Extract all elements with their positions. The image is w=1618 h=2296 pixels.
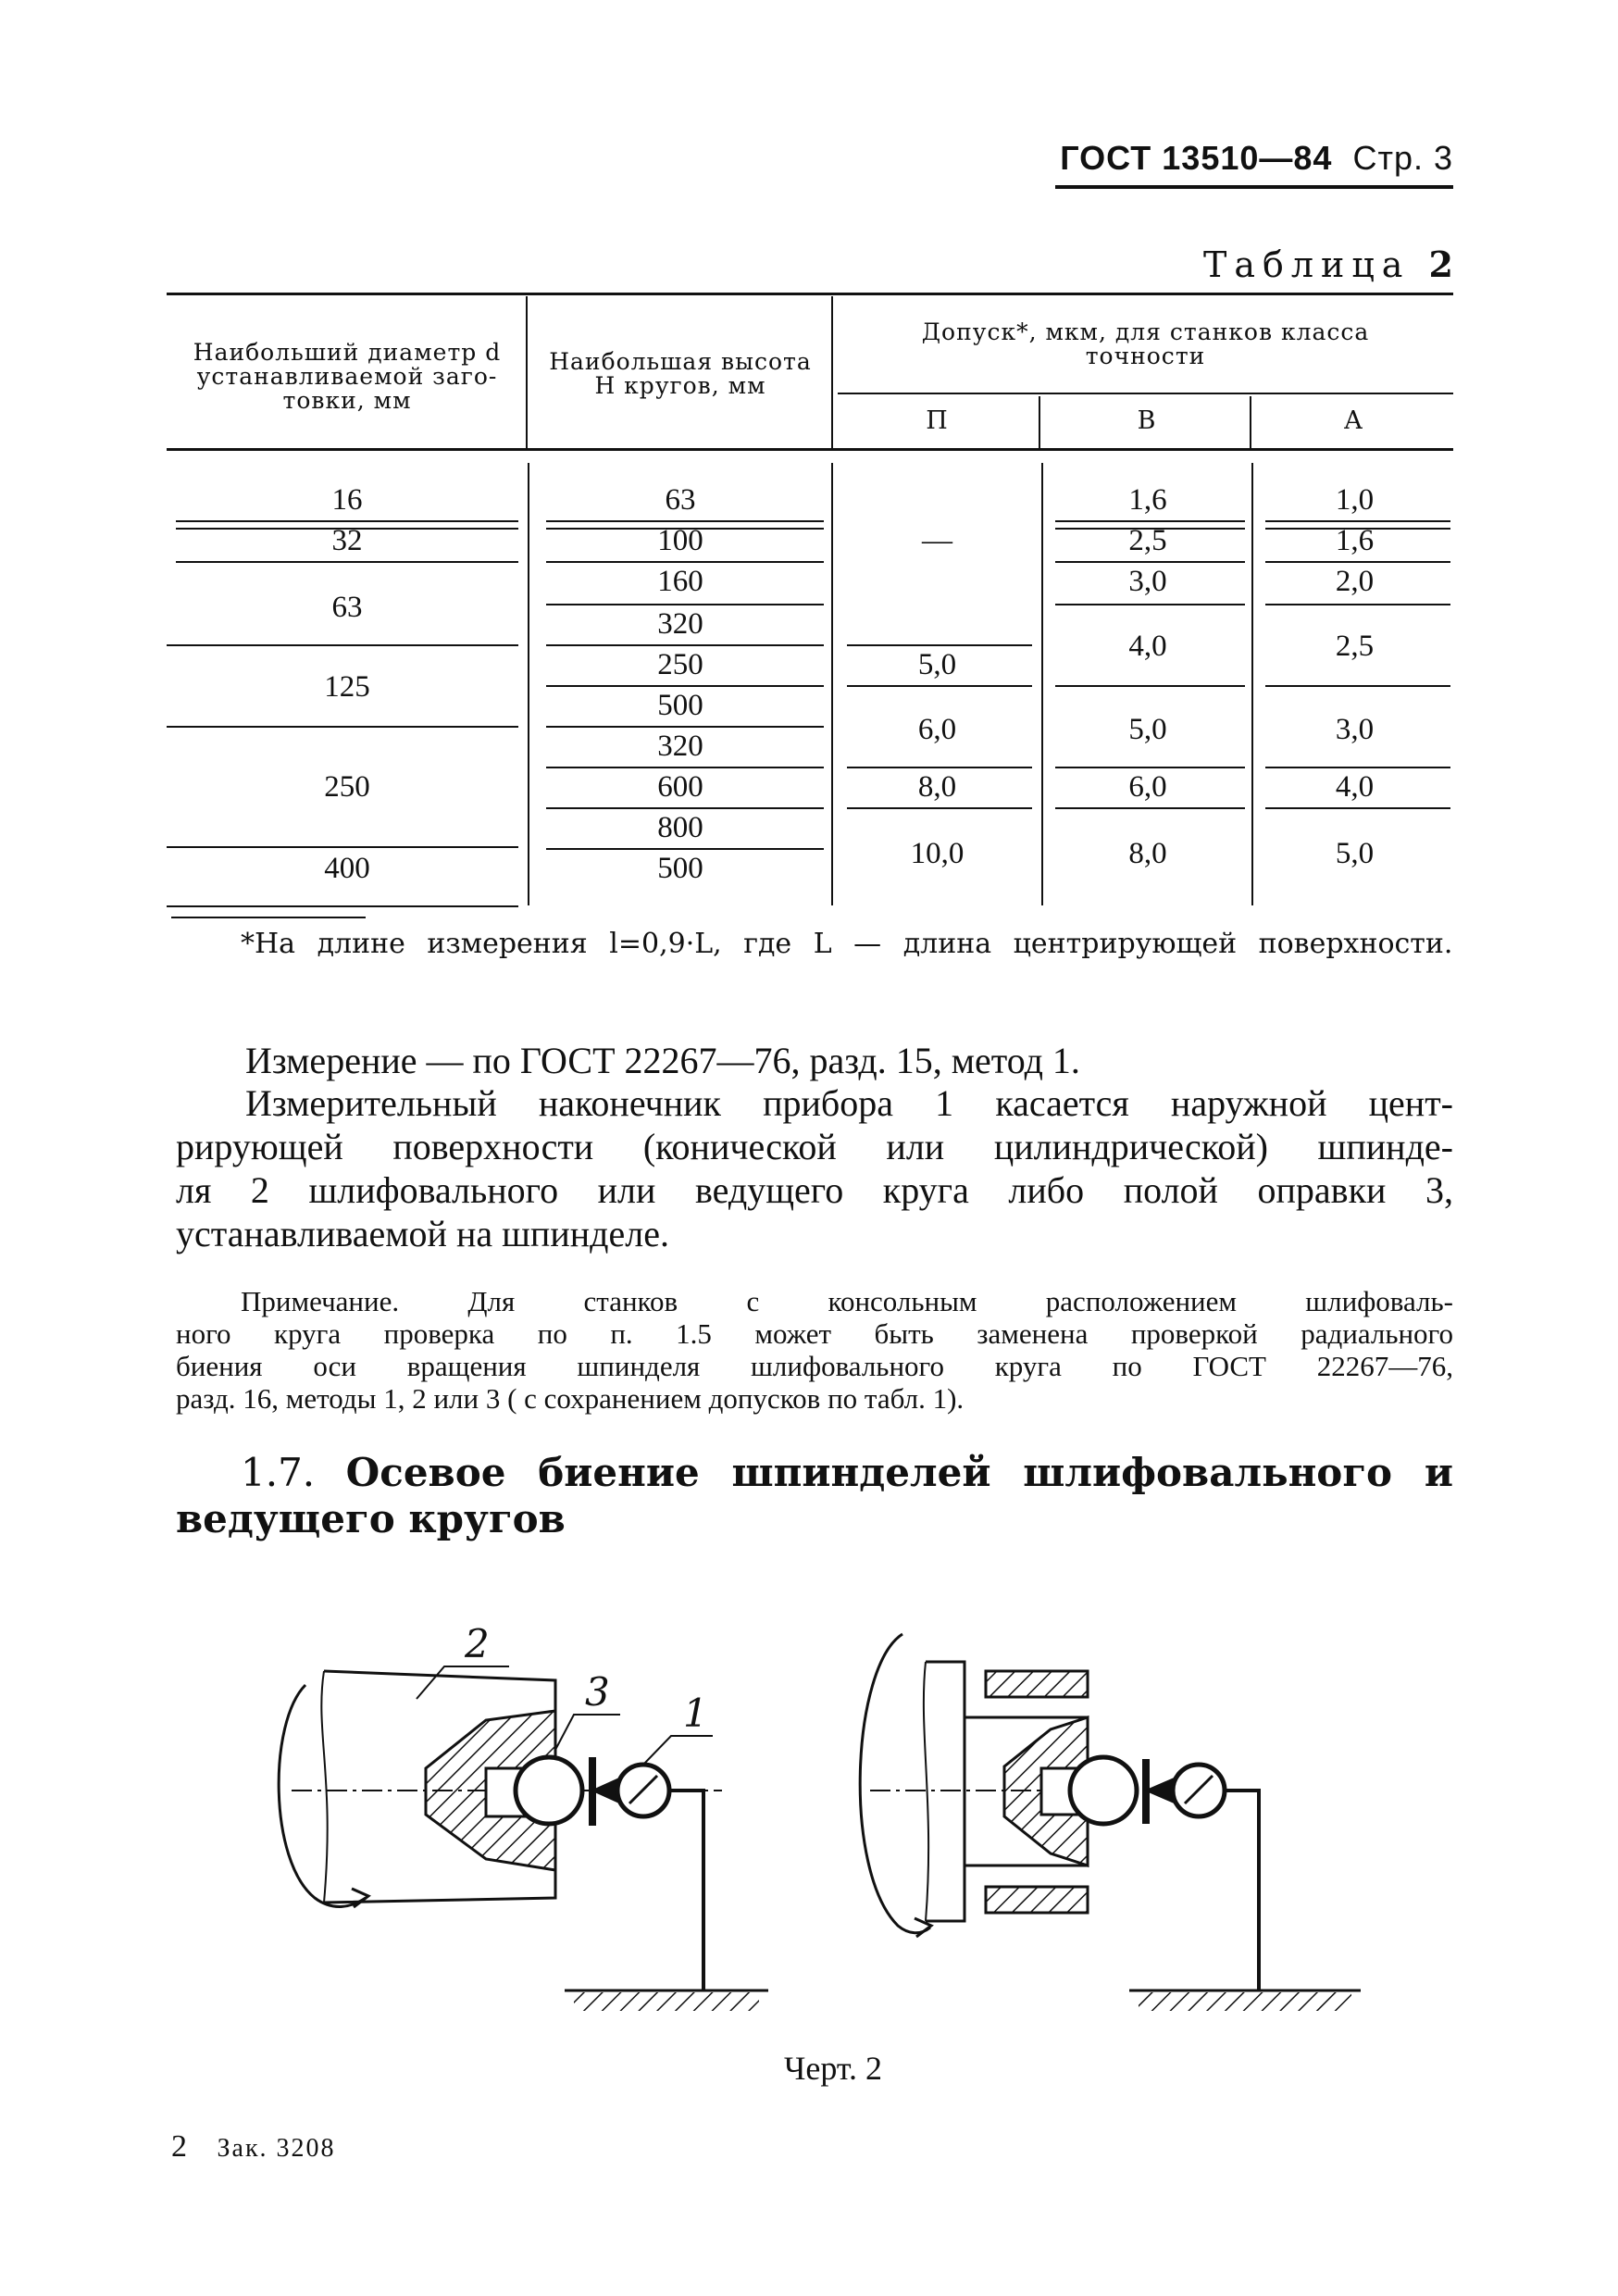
v-cell: 2,5 bbox=[1128, 524, 1167, 557]
section-heading bbox=[176, 1450, 1453, 1542]
tolerance-table bbox=[0, 0, 1618, 926]
v-cell: 1,6 bbox=[1128, 483, 1167, 517]
note-line: биения оси вращения шпинделя шлифовального круга по ГОСТ 22267—76, bbox=[176, 1350, 1453, 1382]
leader-1 bbox=[643, 1736, 713, 1765]
upper-housing bbox=[986, 1671, 1088, 1697]
header-tolerance bbox=[838, 320, 1453, 368]
header-diameter bbox=[171, 341, 523, 413]
header-class-p: П bbox=[926, 406, 949, 435]
indicator-stand bbox=[1225, 1791, 1259, 1990]
header-subrule bbox=[838, 393, 1453, 394]
d-cell: 125 bbox=[324, 670, 370, 704]
a-cell: 1,6 bbox=[1335, 524, 1375, 557]
h-cell: 100 bbox=[657, 524, 703, 557]
a-rule bbox=[1265, 520, 1450, 522]
gost-number: ГОСТ 13510—84 bbox=[1060, 139, 1333, 177]
a-cell: 2,5 bbox=[1335, 630, 1375, 663]
body-vline-2 bbox=[831, 463, 833, 905]
header-height-line: H кругов, мм bbox=[594, 372, 766, 399]
note-line: Примечание. Для станков с консольным расположением шлифоваль- bbox=[241, 1285, 1453, 1317]
h-cell: 600 bbox=[657, 770, 703, 804]
table-footnote: *На длине измерения l=0,9·L, где L — длина центрирующей поверхности. bbox=[241, 928, 1453, 960]
header-bottom-rule bbox=[167, 448, 1453, 451]
a-rule bbox=[1265, 604, 1450, 605]
d-cell: 63 bbox=[331, 591, 363, 624]
h-rule bbox=[546, 520, 824, 522]
header-vline-4 bbox=[1250, 396, 1251, 448]
page-number: 2 bbox=[171, 2129, 187, 2164]
v-rule bbox=[1055, 520, 1245, 522]
paragraph-line: ля 2 шлифовального или ведущего круга либо полой оправки 3, bbox=[176, 1169, 1453, 1211]
p-cell: 6,0 bbox=[917, 713, 957, 746]
d-rule bbox=[176, 561, 518, 563]
d-rule bbox=[167, 905, 518, 907]
header-diameter-line: устанавливаемой заго- bbox=[196, 363, 498, 390]
figure-drawing bbox=[250, 1592, 1407, 2028]
header-class-a: А bbox=[1343, 406, 1364, 435]
table-caption-number: 2 bbox=[1428, 243, 1453, 285]
h-cell: 320 bbox=[657, 730, 703, 763]
paragraph-line: рирующей поверхности (конической или цилиндрической) шпинде- bbox=[176, 1126, 1453, 1167]
note-block bbox=[176, 1285, 1453, 1415]
h-rule bbox=[546, 561, 824, 563]
d-cell: 16 bbox=[331, 483, 363, 517]
d-rule bbox=[176, 520, 518, 522]
a-cell: 3,0 bbox=[1335, 713, 1375, 746]
v-rule bbox=[1055, 561, 1245, 563]
header-tolerance-line: Допуск*, мкм, для станков класса bbox=[921, 318, 1370, 345]
header-vline-3 bbox=[1039, 396, 1040, 448]
header-height bbox=[532, 350, 828, 398]
a-rule bbox=[1265, 561, 1450, 563]
leader-2 bbox=[417, 1666, 509, 1699]
header-diameter-line: Наибольший диаметр d bbox=[193, 339, 502, 366]
h-rule bbox=[546, 604, 824, 605]
p-cell: — bbox=[922, 524, 952, 557]
h-rule bbox=[546, 644, 824, 646]
v-rule bbox=[1055, 807, 1245, 809]
h-rule bbox=[546, 767, 824, 768]
rotation-arrow bbox=[860, 1634, 930, 1933]
table-top-rule bbox=[167, 293, 1453, 295]
v-rule bbox=[1055, 604, 1245, 605]
v-cell: 8,0 bbox=[1128, 837, 1167, 870]
p-rule bbox=[847, 807, 1032, 809]
header-class-v: В bbox=[1137, 406, 1157, 435]
header-diameter-line: товки, мм bbox=[282, 387, 412, 414]
h-cell: 500 bbox=[657, 852, 703, 885]
measurement-text: Измерение — по ГОСТ 22267—76, разд. 15, метод 1. bbox=[245, 1040, 1080, 1081]
header-vline-1 bbox=[526, 296, 528, 448]
body-vline-3 bbox=[1041, 463, 1043, 905]
base-hatch bbox=[574, 1992, 759, 2011]
v-rule bbox=[1055, 685, 1245, 687]
v-cell: 5,0 bbox=[1128, 713, 1167, 746]
body-vline-4 bbox=[1251, 463, 1253, 905]
right-setup bbox=[860, 1634, 1361, 2011]
d-cell: 250 bbox=[324, 770, 370, 804]
ball bbox=[516, 1757, 582, 1824]
h-rule bbox=[546, 726, 824, 728]
figure-caption: Черт. 2 bbox=[784, 2050, 882, 2087]
leader-3 bbox=[555, 1715, 620, 1750]
v-rule bbox=[1055, 767, 1245, 768]
h-rule bbox=[546, 685, 824, 687]
h-rule bbox=[546, 848, 824, 850]
page-footer bbox=[171, 2129, 336, 2165]
header-height-line: Наибольшая высота bbox=[549, 348, 812, 375]
d-rule bbox=[167, 726, 518, 728]
left-setup bbox=[279, 1621, 768, 2011]
label-3: 3 bbox=[585, 1669, 610, 1715]
v-cell: 3,0 bbox=[1128, 565, 1167, 598]
h-cell: 500 bbox=[657, 689, 703, 722]
a-cell: 2,0 bbox=[1335, 565, 1375, 598]
paragraph-line: устанавливаемой на шпинделе. bbox=[176, 1213, 669, 1254]
a-rule bbox=[1265, 807, 1450, 809]
d-cell: 400 bbox=[324, 852, 370, 885]
p-cell: 8,0 bbox=[917, 770, 957, 804]
paragraph-line: Измерительный наконечник прибора 1 касается наружной цент- bbox=[245, 1082, 1453, 1124]
footnote-rule bbox=[171, 917, 366, 918]
label-2: 2 bbox=[465, 1621, 490, 1666]
indicator-stand bbox=[669, 1791, 703, 1990]
base-hatch bbox=[1139, 1992, 1351, 2011]
a-cell: 4,0 bbox=[1335, 770, 1375, 804]
spindle-break bbox=[321, 1671, 327, 1903]
p-cell: 5,0 bbox=[917, 648, 957, 681]
h-cell: 63 bbox=[665, 483, 696, 517]
p-rule bbox=[847, 644, 1032, 646]
a-cell: 1,0 bbox=[1335, 483, 1375, 517]
lower-housing bbox=[986, 1887, 1088, 1913]
d-rule bbox=[167, 846, 518, 848]
p-cell: 10,0 bbox=[910, 837, 965, 870]
p-rule bbox=[847, 685, 1032, 687]
label-1: 1 bbox=[683, 1691, 708, 1736]
paragraph bbox=[176, 1081, 1453, 1255]
a-rule bbox=[1265, 767, 1450, 768]
section-number: 1.7. bbox=[241, 1450, 316, 1495]
note-line: разд. 16, методы 1, 2 или 3 ( с сохранением допусков по табл. 1). bbox=[176, 1382, 965, 1415]
ball bbox=[1070, 1757, 1137, 1824]
d-rule bbox=[167, 644, 518, 646]
note-line: ного круга проверка по п. 1.5 может быть заменена проверкой радиального bbox=[176, 1317, 1453, 1350]
h-rule bbox=[546, 807, 824, 809]
table-caption-word: Таблица bbox=[1203, 244, 1411, 285]
a-rule bbox=[1265, 685, 1450, 687]
h-cell: 160 bbox=[657, 565, 703, 598]
d-cell: 32 bbox=[331, 524, 363, 557]
a-cell: 5,0 bbox=[1335, 837, 1375, 870]
h-cell: 800 bbox=[657, 811, 703, 844]
page-number-label: Стр. 3 bbox=[1352, 139, 1453, 177]
h-cell: 250 bbox=[657, 648, 703, 681]
header-vline-2 bbox=[831, 296, 833, 448]
v-cell: 6,0 bbox=[1128, 770, 1167, 804]
header-tolerance-line: точности bbox=[1085, 343, 1206, 369]
p-rule bbox=[847, 767, 1032, 768]
section-title: Осевое биение шпинделей шлифовального и ведущего кругов bbox=[176, 1450, 1453, 1541]
v-cell: 4,0 bbox=[1128, 630, 1167, 663]
body-vline-1 bbox=[528, 463, 529, 905]
h-cell: 320 bbox=[657, 607, 703, 641]
order-number: Зак. 3208 bbox=[217, 2134, 336, 2163]
